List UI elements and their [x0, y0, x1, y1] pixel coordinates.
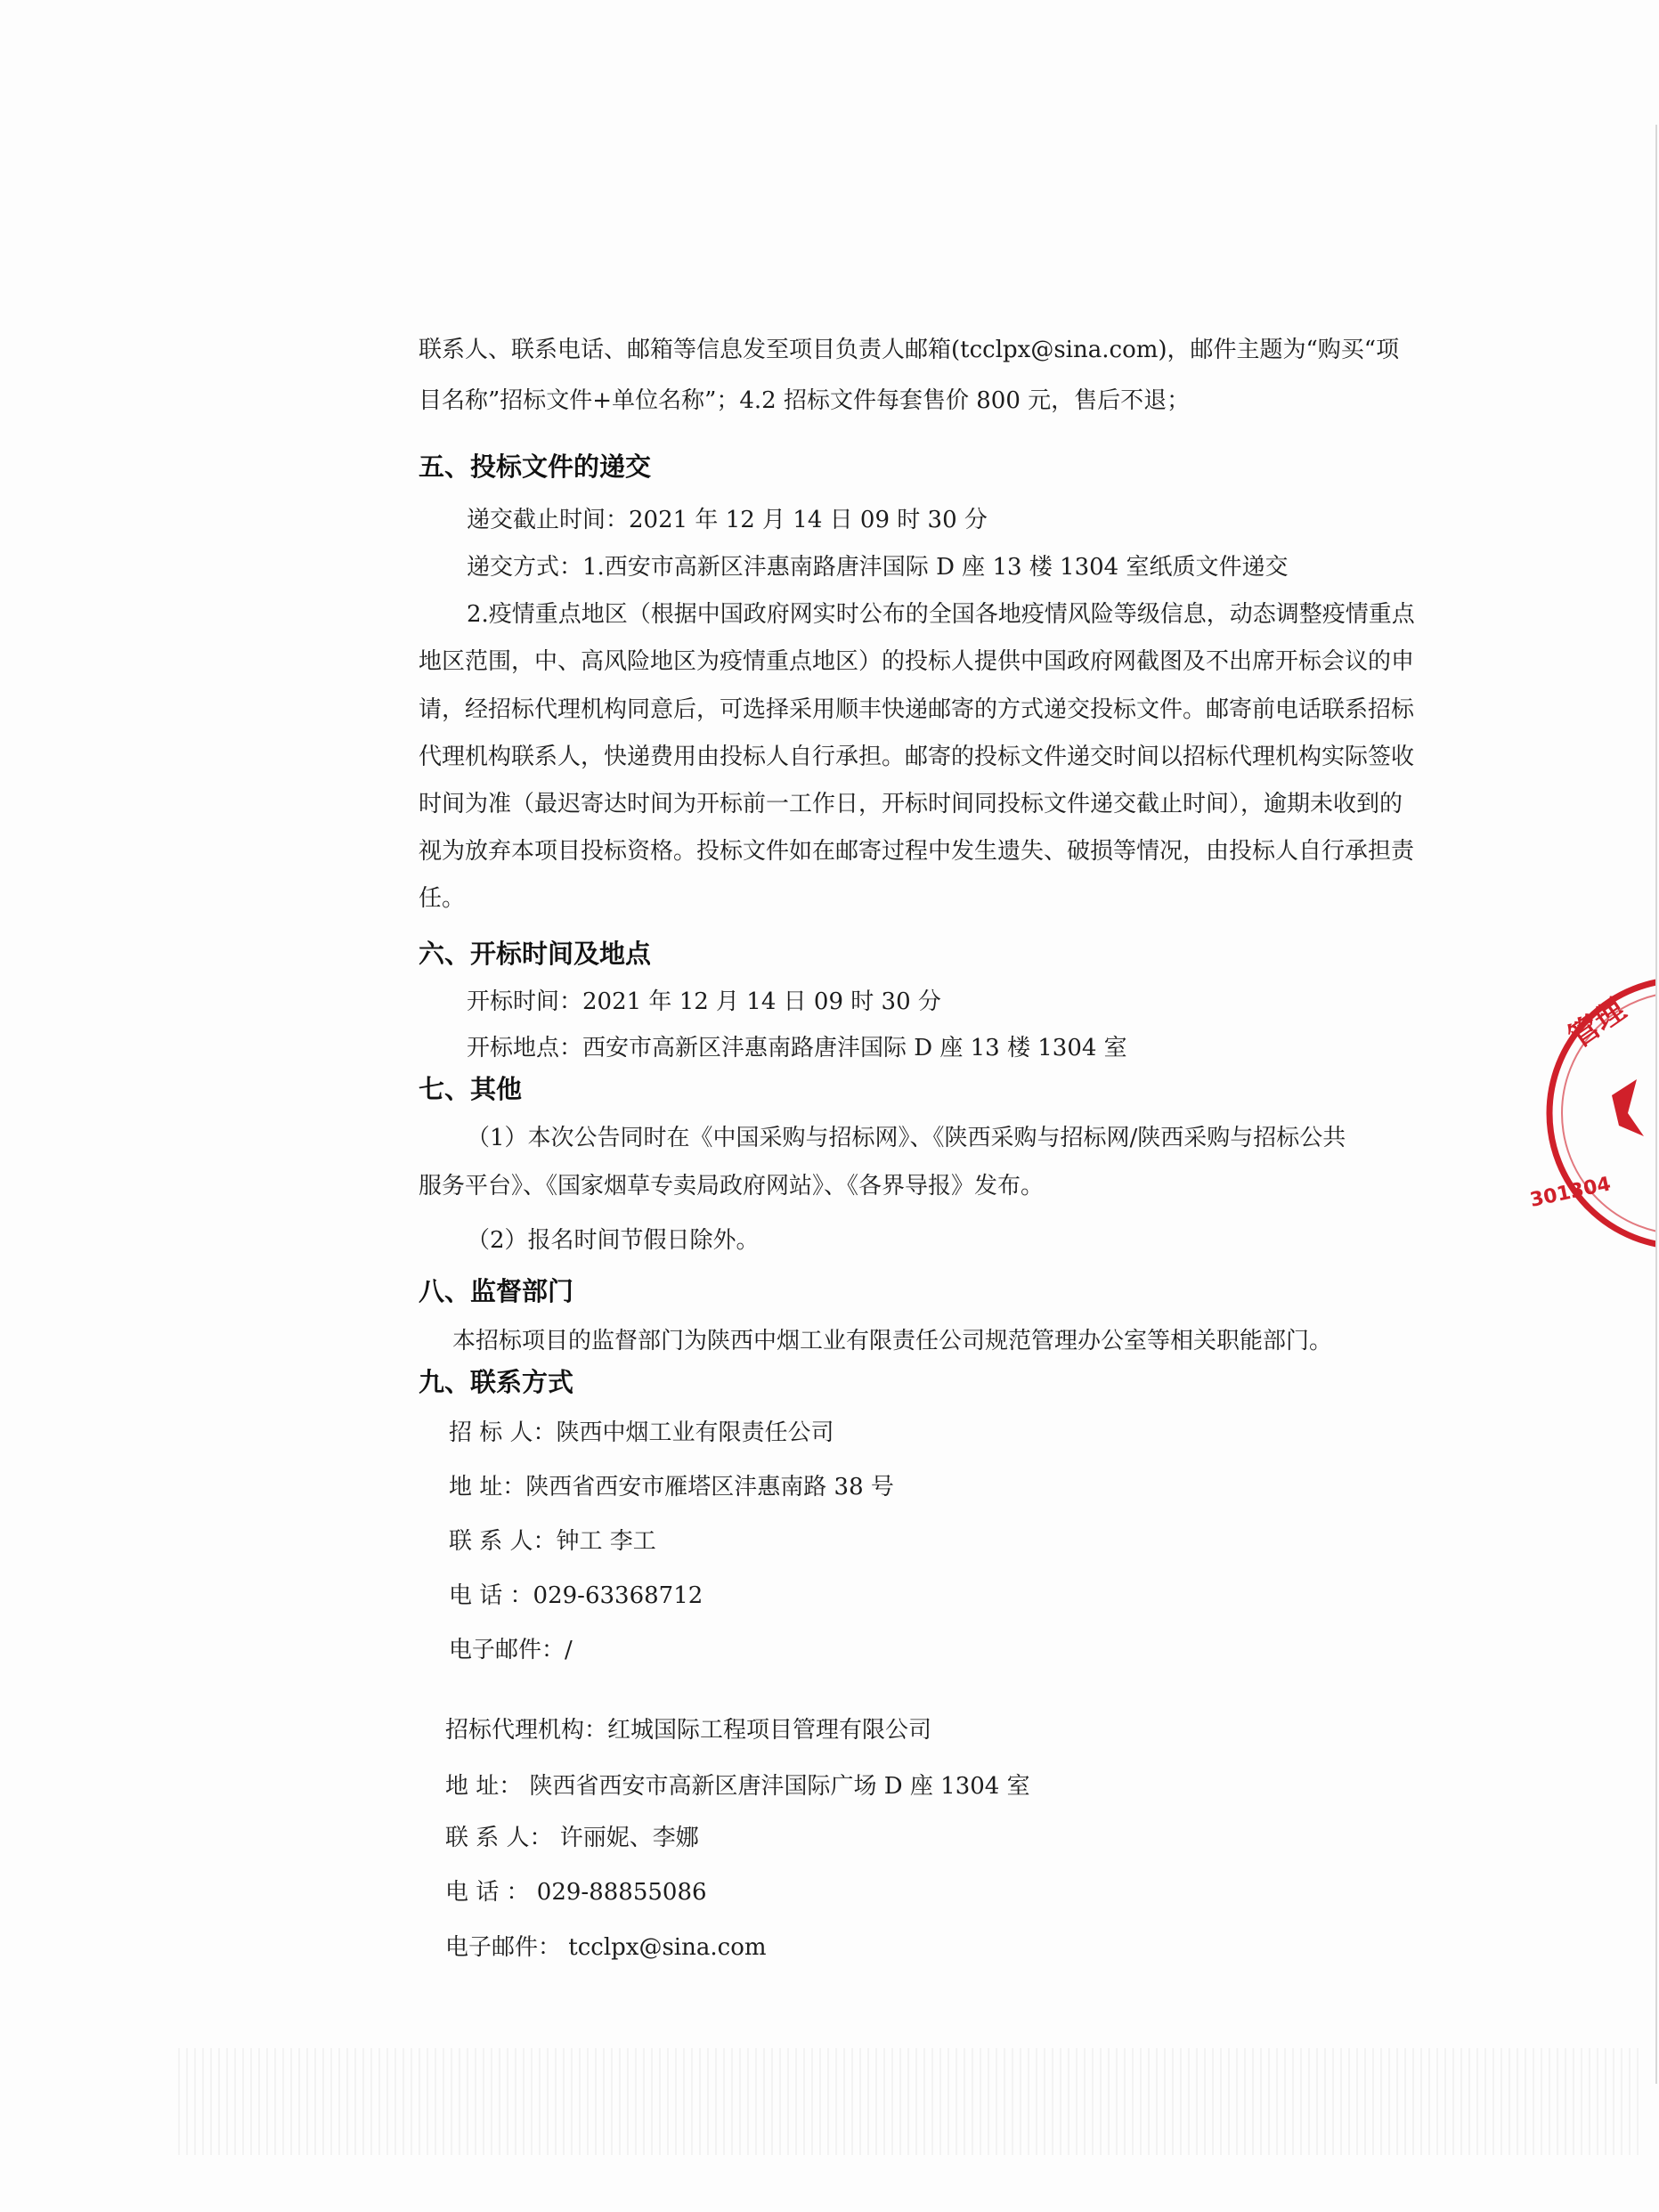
text-line: 目名称”招标文件+单位名称”；4.2 招标文件每套售价 800 元，售后不退；	[419, 387, 1191, 414]
agency-name: 招标代理机构：红城国际工程项目管理有限公司	[445, 1717, 932, 1744]
text-line: 时间为准（最迟寄达时间为开标前一工作日，开标时间同投标文件递交截止时间），逾期未收到的	[419, 791, 1403, 817]
scan-noise	[178, 2048, 1639, 2155]
text-line: 开标地点：西安市高新区沣惠南路唐沣国际 D 座 13 楼 1304 室	[467, 1035, 1127, 1061]
text-line: 本招标项目的监督部门为陕西中烟工业有限责任公司规范管理办公室等相关职能部门。	[452, 1328, 1333, 1354]
text-line: 2.疫情重点地区（根据中国政府网实时公布的全国各地疫情风险等级信息，动态调整疫情重点	[467, 601, 1415, 628]
text-line: 联系人、联系电话、邮箱等信息发至项目负责人邮箱(tcclpx@sina.com)，邮件主题为“购买“项	[419, 337, 1400, 363]
text-line: 服务平台》、《国家烟草专卖局政府网站》、《各界导报》发布。	[419, 1173, 1045, 1200]
text-line: 地区范围，中、高风险地区为疫情重点地区）的投标人提供中国政府网截图及不出席开标会议的申	[419, 648, 1415, 675]
contact-email: 电子邮件：/	[449, 1637, 573, 1663]
text-line: 代理机构联系人，快递费用由投标人自行承担。邮寄的投标文件递交时间以招标代理机构实际签收	[419, 744, 1415, 770]
text-line: 开标时间：2021 年 12 月 14 日 09 时 30 分	[467, 988, 941, 1015]
text-line: 请，经招标代理机构同意后，可选择采用顺丰快递邮寄的方式递交投标文件。邮寄前电话联系招标	[419, 696, 1415, 723]
text-line: （2）报名时间节假日除外。	[467, 1227, 760, 1254]
section-heading-7: 七、其他	[419, 1074, 523, 1104]
agency-contact: 联 系 人： 许丽妮、李娜	[445, 1825, 699, 1851]
red-seal-stamp	[1514, 962, 1656, 1265]
section-heading-8: 八、监督部门	[419, 1276, 574, 1306]
text-line: 递交截止时间：2021 年 12 月 14 日 09 时 30 分	[467, 507, 988, 533]
contact-tenderer: 招 标 人：陕西中烟工业有限责任公司	[449, 1419, 834, 1446]
scan-edge-line	[1655, 125, 1657, 2084]
agency-email: 电子邮件： tcclpx@sina.com	[445, 1934, 767, 1961]
contact-address: 地 址：陕西省西安市雁塔区沣惠南路 38 号	[449, 1474, 894, 1500]
text-line: 视为放弃本项目投标资格。投标文件如在邮寄过程中发生遗失、破损等情况，由投标人自行承担责	[419, 838, 1415, 865]
contact-person: 联 系 人：钟工 李工	[449, 1528, 656, 1555]
agency-phone: 电 话 ： 029-88855086	[445, 1879, 707, 1906]
text-line: 任。	[419, 885, 466, 912]
stamp-text-top: 管理	[1562, 991, 1632, 1056]
contact-phone: 电 话 ：029-63368712	[449, 1582, 703, 1609]
section-heading-6: 六、开标时间及地点	[419, 939, 652, 969]
agency-address: 地 址： 陕西省西安市高新区唐沣国际广场 D 座 1304 室	[445, 1773, 1030, 1800]
section-heading-5: 五、投标文件的递交	[419, 451, 652, 482]
stamp-text-bottom: 301304	[1528, 1173, 1614, 1212]
text-line: 递交方式：1.西安市高新区沣惠南路唐沣国际 D 座 13 楼 1304 室纸质文件递交	[467, 554, 1289, 581]
section-heading-9: 九、联系方式	[419, 1367, 574, 1397]
text-line: （1）本次公告同时在《中国采购与招标网》、《陕西采购与招标网/陕西采购与招标公共	[467, 1125, 1346, 1151]
